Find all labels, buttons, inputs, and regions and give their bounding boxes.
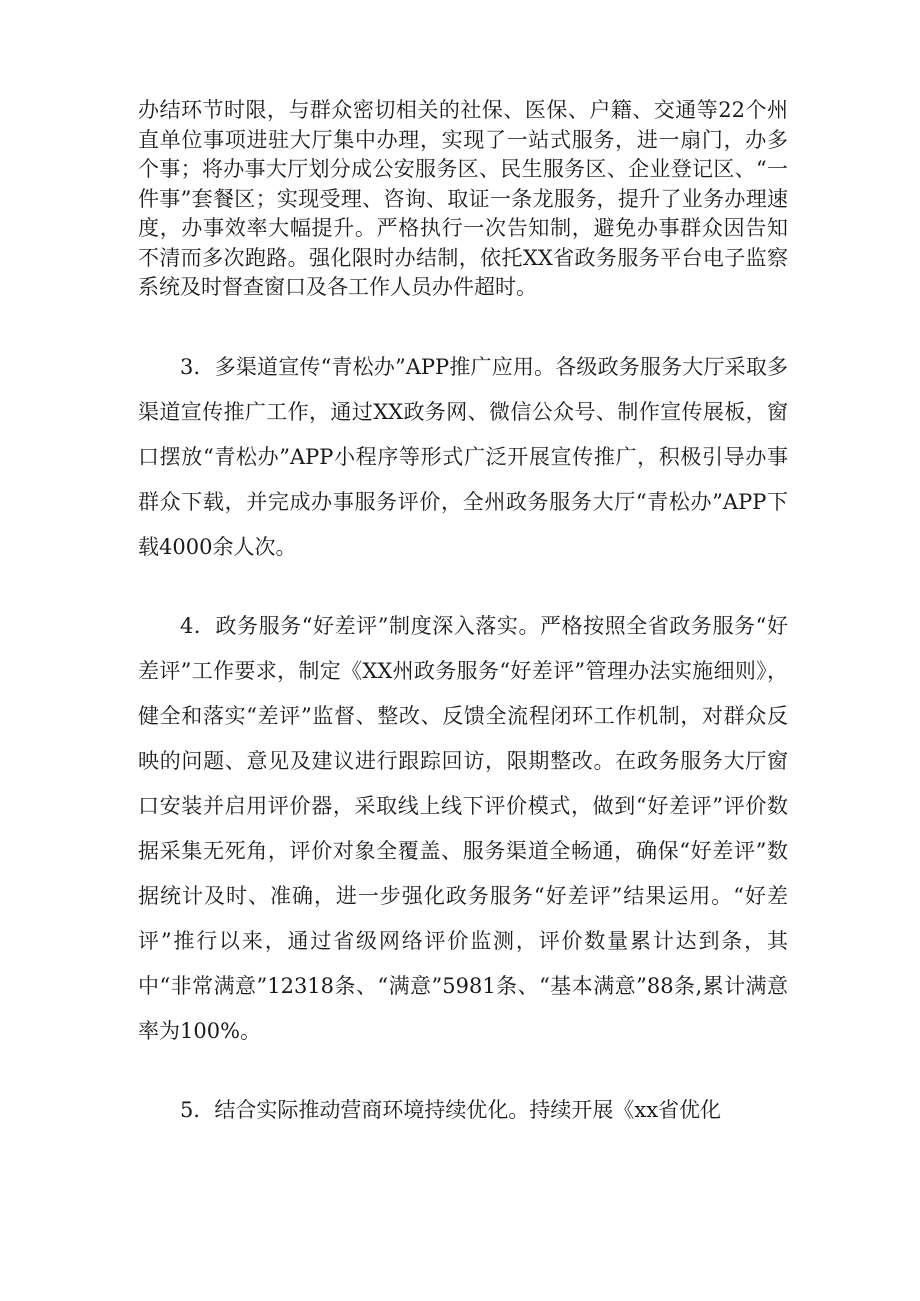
- paragraph-5-business-environment: 5．结合实际推动营商环境持续优化。持续开展《xx省优化: [180, 1097, 722, 1122]
- paragraph-continuation: 办结环节时限，与群众密切相关的社保、医保、户籍、交通等22个州直单位事项进驻大厅集中办理，实现了一站式服务，进一扇门，办多个事；将办事大厅划分成公安服务区、民生服务区、企业登记区、“一件事”套餐区；实现受理、咨询、取证一条龙服务，提升了业务办理速度，办事效率大幅提升。严格执行一次告知制，避免办事群众因告知不清而多次跑路。强化限时办结制，依托XX省政务服务平台电子监察系统及时督查窗口及各工作人员办件超时。: [138, 98, 788, 299]
- document-page: [138, 96, 788, 1133]
- paragraph-3-promotion: 3．多渠道宣传“青松办”APP推广应用。各级政务服务大厅采取多渠道宣传推广工作，通过XX政务网、微信公众号、制作宣传展板，窗口摆放“青松办”APP小程序等形式广泛开展宣传推广，积极引导办事群众下载，并完成办事服务评价，全州政务服务大厅“青松办”APP下载4000余人次。: [138, 354, 788, 559]
- paragraph-4-evaluation: 4．政务服务“好差评”制度深入落实。严格按照全省政务服务“好差评”工作要求，制定《XX州政务服务“好差评”管理办法实施细则》，健全和落实“差评”监督、整改、反馈全流程闭环工作机制，对群众反映的问题、意见及建议进行跟踪回访，限期整改。在政务服务大厅窗口安装并启用评价器，采取线上线下评价模式，做到“好差评”评价数据采集无死角，评价对象全覆盖、服务渠道全畅通，确保“好差评”数据统计及时、准确，进一步强化政务服务“好差评”结果运用。“好差评”推行以来，通过省级网络评价监测，评价数量累计达到条，其中“非常满意”12318条、“满意”5981条、“基本满意”88条,累计满意率为100%。: [138, 613, 788, 1043]
